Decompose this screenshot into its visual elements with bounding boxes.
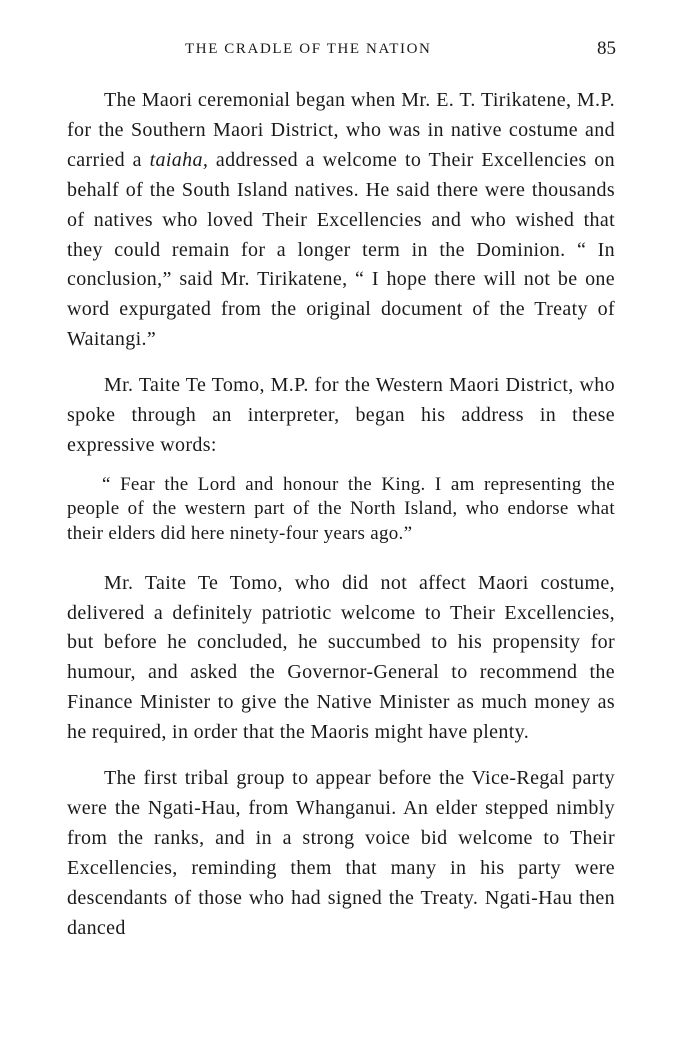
running-header: [0, 38, 700, 64]
paragraph-3: Mr. Taite Te Tomo, who did not affect Maori costume, delivered a definitely patriotic welcome to Their Excellencies, but before he concluded, he succumbed to his propensity for humour, and asked the Governor-General to recommend the Finance Minister to give the Native Minister as much money as he required, in order that the Maoris might have plenty.: [67, 571, 615, 744]
running-title: THE CRADLE OF THE NATION: [185, 41, 432, 57]
paragraph-1: [67, 86, 615, 355]
paragraph-1-italic-word: taiaha,: [149, 148, 209, 171]
block-quote: “ Fear the Lord and honour the King. I am representing the people of the western part of the North Island, who endorse what their elders did here ninety-four years ago.”: [67, 473, 615, 545]
paragraph-4: The first tribal group to appear before the Vice-Regal party were the Ngati-Hau, from Whanganui. An elder stepped nimbly from the ranks, and in a strong voice bid welcome to Their Excellencies, reminding them that many in his party were descendants of those who had signed the Treaty. Ngati-Hau then danced: [67, 767, 615, 939]
paragraph-1-text-end: addressed a welcome to Their Excellencies on behalf of the South Island natives. He said there were thousands of natives who loved Their Excellencies and who wished that they could remain for a longer term in the Dominion. “ In conclusion,” said Mr. Tirikatene, “ I hope there will not be one word expurgated from the original document of the Treaty of Waitangi.”: [67, 148, 615, 351]
paragraph-1-text-start: The Maori ceremonial began when Mr. E. T. Tirikatene, M.P. for the Southern Maori District, who was in native costume and carried a: [67, 89, 615, 171]
paragraph-2: Mr. Taite Te Tomo, M.P. for the Western Maori District, who spoke through an interpreter, began his address in these expressive words:: [67, 374, 615, 456]
body-text: [67, 86, 615, 944]
page-number: 85: [597, 38, 616, 59]
